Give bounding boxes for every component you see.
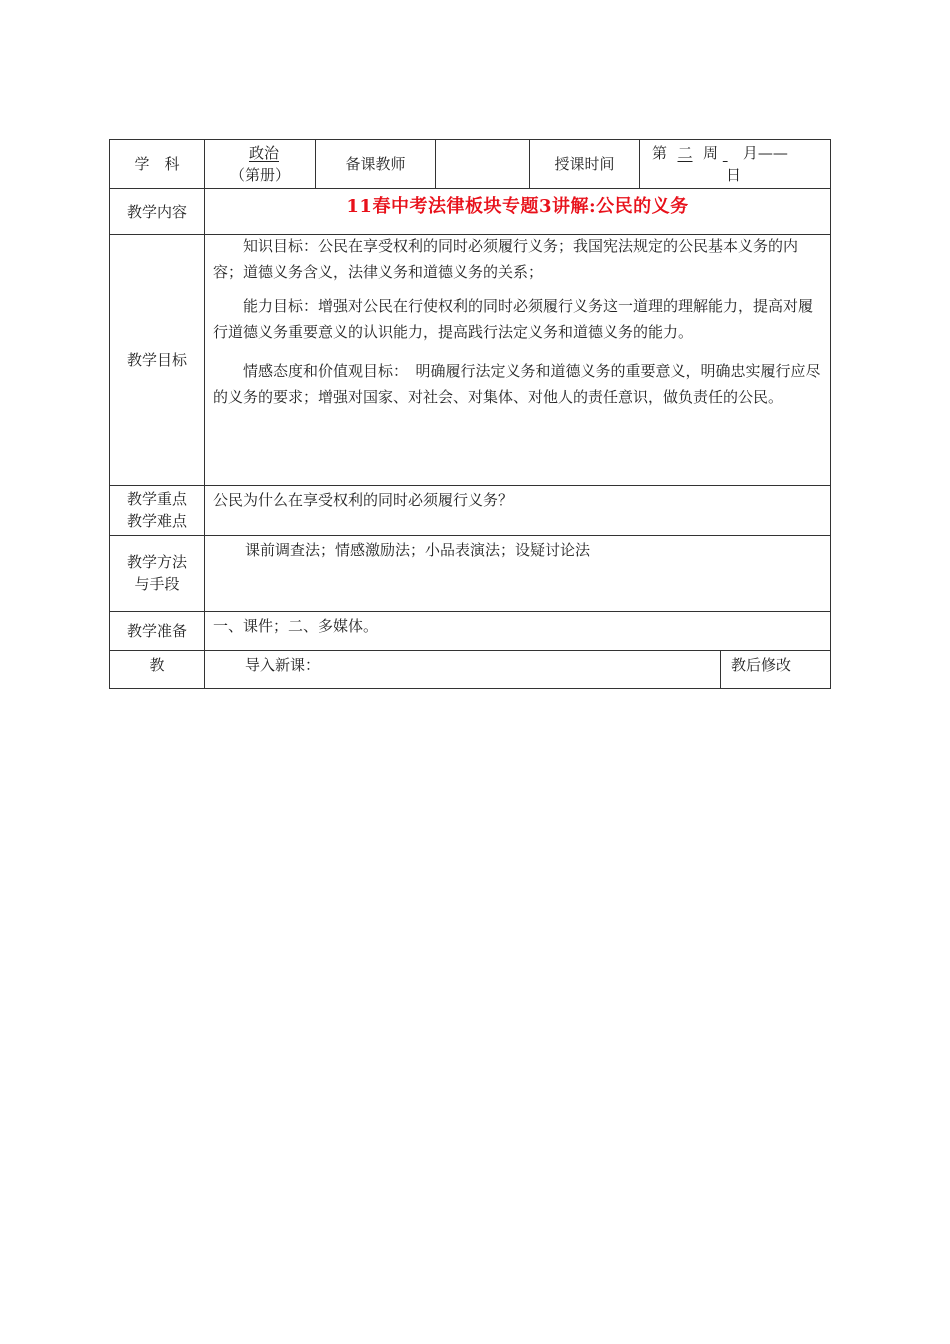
method-content: 课前调查法；情感激励法；小品表演法；设疑讨论法 bbox=[245, 541, 591, 559]
prep-label: 教学准备 bbox=[126, 622, 187, 640]
month-suffix: 月—— bbox=[742, 144, 788, 162]
key-label bbox=[110, 488, 204, 532]
lesson-date-cell bbox=[652, 142, 828, 186]
day-suffix: 日 bbox=[726, 166, 742, 184]
key-label-line1: 教学重点 bbox=[126, 490, 187, 508]
lesson-time-label: 授课时间 bbox=[554, 155, 615, 173]
method-label bbox=[110, 551, 204, 595]
subject-label: 学 科 bbox=[134, 155, 180, 173]
lesson-title: 11春中考法律板块专题3讲解:公民的义务 bbox=[346, 196, 689, 217]
content-label: 教学内容 bbox=[126, 203, 187, 221]
prep-content: 一、课件；二、多媒体。 bbox=[213, 617, 379, 635]
prep-teacher-label: 备课教师 bbox=[345, 155, 406, 173]
goals-label: 教学目标 bbox=[126, 351, 187, 369]
key-label-line2: 教学难点 bbox=[126, 512, 187, 530]
ability-goal: 能力目标：增强对公民在行使权利的同时必须履行义务这一道理的理解能力，提高对履行道德义务重要意义的认识能力，提高践行法定义务和道德义务的能力。 bbox=[213, 297, 814, 341]
week-prefix: 第 bbox=[652, 144, 668, 162]
method-label-line1: 教学方法 bbox=[126, 553, 187, 571]
table-border bbox=[110, 140, 831, 689]
revision-label: 教后修改 bbox=[731, 656, 792, 674]
attitude-goal: 情感态度和价值观目标： 明确履行法定义务和道德义务的重要意义，明确忠实履行应尽的义务的要求；增强对国家、对社会、对集体、对他人的责任意识，做负责任的公民。 bbox=[213, 362, 821, 406]
process-content: 导入新课： bbox=[245, 656, 321, 674]
book-value: （第册） bbox=[229, 166, 290, 184]
method-label-line2: 与手段 bbox=[134, 575, 180, 593]
knowledge-goal: 知识目标：公民在享受权利的同时必须履行义务；我国宪法规定的公民基本义务的内容；道德义务含义，法律义务和道德义务的关系； bbox=[213, 237, 799, 281]
month-blank bbox=[723, 142, 743, 164]
process-label: 教 bbox=[149, 656, 165, 674]
week-suffix: 周 bbox=[703, 144, 719, 162]
subject-value: 政治 bbox=[248, 144, 279, 162]
week-value: 二 bbox=[677, 144, 693, 162]
key-content: 公民为什么在享受权利的同时必须履行义务？ bbox=[213, 491, 514, 509]
subject-cell bbox=[205, 142, 315, 186]
